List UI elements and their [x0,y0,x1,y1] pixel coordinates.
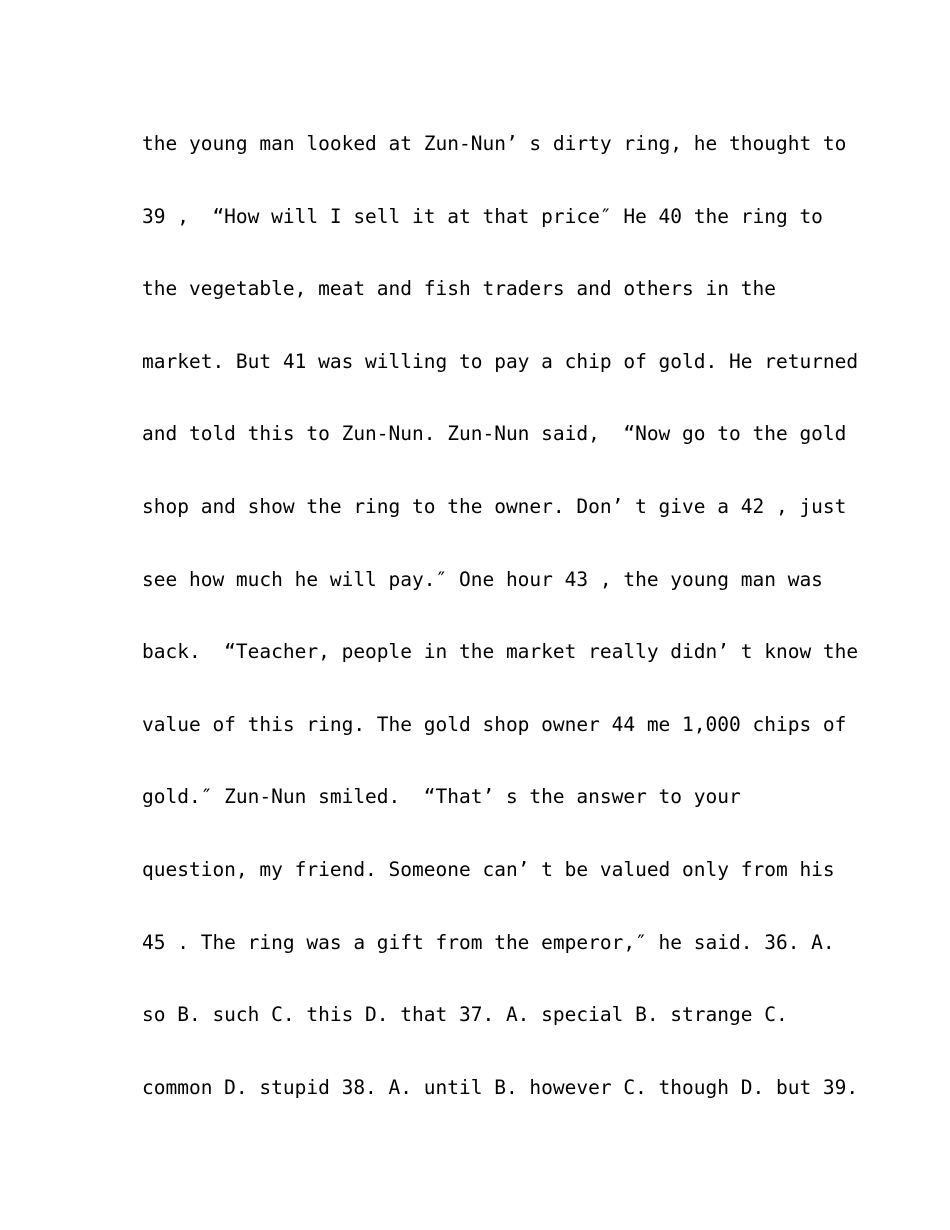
text-line: the vegetable, meat and fish traders and others in the [142,277,776,301]
text-line: and told this to Zun-Nun. Zun-Nun said, “Now go to the gold [142,422,847,446]
text-line: 39 , “How will I sell it at that price″ He 40 the ring to [142,204,823,228]
text-line: back. “Teacher, people in the market really didn’ t know the [142,640,859,664]
text-line: the young man looked at Zun-Nun’ s dirty ring, he thought to [142,132,847,155]
text-line: question, my friend. Someone can’ t be valued only from his [142,857,835,881]
text-line: 45 . The ring was a gift from the emperor,″ he said. 36. A. [142,930,835,954]
text-line: gold.″ Zun-Nun smiled. “That’ s the answer to your [142,785,741,809]
answer-options-line: common D. stupid 38. A. until B. however C. though D. but 39. [142,1075,859,1099]
text-line: value of this ring. The gold shop owner 44 me 1,000 chips of [142,712,847,736]
text-line: see how much he will pay.″ One hour 43 , the young man was [142,567,823,591]
answer-options-line: so B. such C. this D. that 37. A. special B. strange C. [142,1003,788,1027]
passage-text [142,108,859,1124]
text-line: shop and show the ring to the owner. Don’ t give a 42 , just [142,494,847,518]
text-line: market. But 41 was willing to pay a chip of gold. He returned [142,349,859,373]
